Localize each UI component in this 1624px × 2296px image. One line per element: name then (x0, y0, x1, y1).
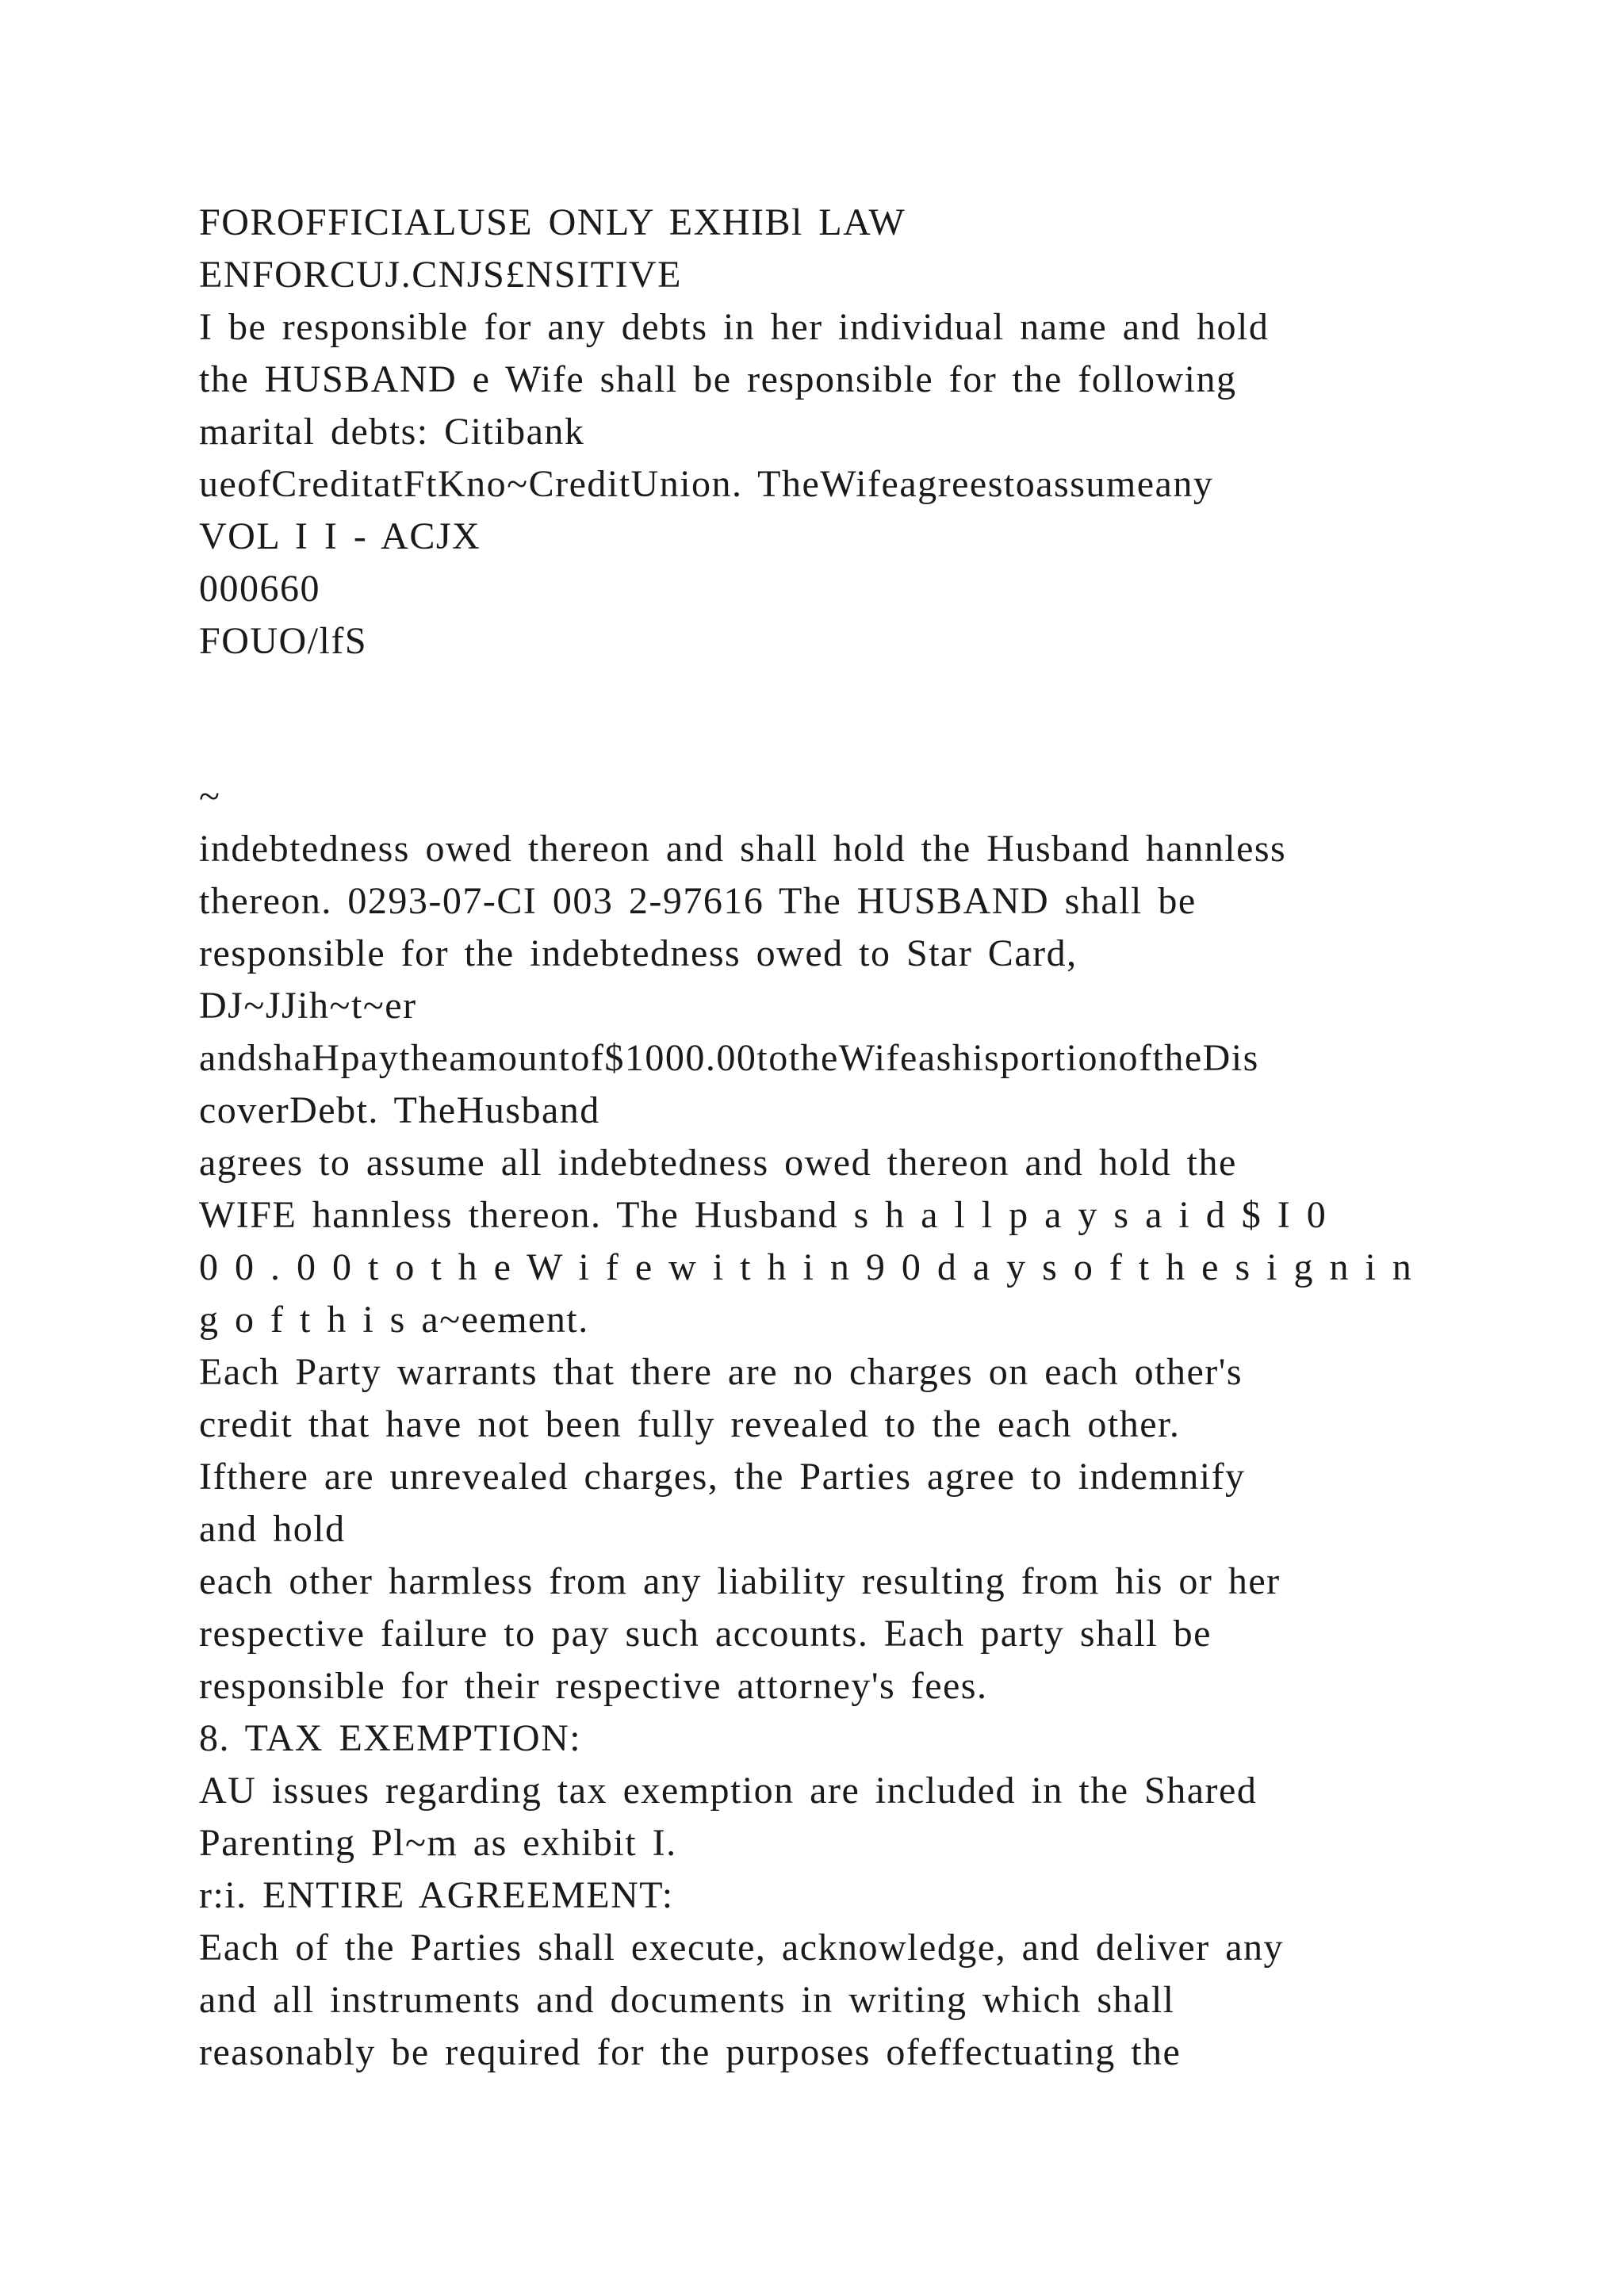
text-line: DJ~JJih~t~er (199, 985, 417, 1027)
body-text-block (199, 823, 1547, 2079)
text-line: marital debts: Citibank (199, 411, 585, 453)
text-line: ueofCreditatFtKno~CreditUnion. TheWifeagreestoassumeany (199, 463, 1214, 505)
text-line: thereon. 0293-07-CI 003 2-97616 The HUSBAND shall be (199, 880, 1197, 922)
text-line: ENFORCUJ.CNJS£NSITIVE (199, 254, 682, 296)
text-line: responsible for their respective attorney's fees. (199, 1665, 988, 1707)
text-line: 000660 (199, 568, 320, 610)
text-line: I be responsible for any debts in her individual name and hold (199, 306, 1270, 348)
section-heading: 8. TAX EXEMPTION: (199, 1717, 582, 1759)
text-line: coverDebt. TheHusband (199, 1089, 600, 1131)
text-line: the HUSBAND e Wife shall be responsible for the following (199, 358, 1237, 400)
text-line: indebtedness owed thereon and shall hold the Husband hannless (199, 828, 1287, 870)
text-line: FOROFFICIALUSE ONLY EXHIBl LAW (199, 201, 906, 243)
text-line: andshaHpaytheamountof$1000.00totheWifeashisportionoftheDis (199, 1037, 1259, 1079)
separator-block (199, 771, 1547, 823)
text-line: Each of the Parties shall execute, acknowledge, and deliver any (199, 1927, 1284, 1969)
text-line: reasonably be required for the purposes ofeffectuating the (199, 2031, 1182, 2073)
text-line: respective failure to pay such accounts. Each party shall be (199, 1613, 1212, 1655)
header-text-block (199, 197, 1547, 668)
text-line: agrees to assume all indebtedness owed thereon and hold the (199, 1142, 1237, 1184)
text-line: and all instruments and documents in writing which shall (199, 1979, 1175, 2021)
text-line: FOUO/lfS (199, 620, 368, 662)
text-line: Ifthere are unrevealed charges, the Parties agree to indemnify (199, 1456, 1246, 1498)
text-line: responsible for the indebtedness owed to Star Card, (199, 932, 1078, 974)
text-line: Each Party warrants that there are no charges on each other's (199, 1351, 1243, 1393)
text-line: WIFE hannless thereon. The Husband s h a l l p a y s a i d $ I 0 (199, 1194, 1327, 1236)
section-heading: r:i. ENTIRE AGREEMENT: (199, 1874, 674, 1916)
text-line: Parenting Pl~m as exhibit I. (199, 1822, 677, 1864)
separator-tilde: ~ (199, 775, 221, 817)
text-line: credit that have not been fully revealed to the each other. (199, 1403, 1181, 1445)
text-line: AU issues regarding tax exemption are included in the Shared (199, 1770, 1258, 1812)
text-line: VOL I I - ACJX (199, 515, 481, 557)
text-line: 0 0 . 0 0 t o t h e W i f e w i t h i n 9 0 d a y s o f t h e s i g n i n (199, 1246, 1413, 1288)
text-line: and hold (199, 1508, 346, 1550)
text-line: each other harmless from any liability resulting from his or her (199, 1560, 1281, 1602)
text-line: g o f t h i s a~eement. (199, 1299, 589, 1341)
